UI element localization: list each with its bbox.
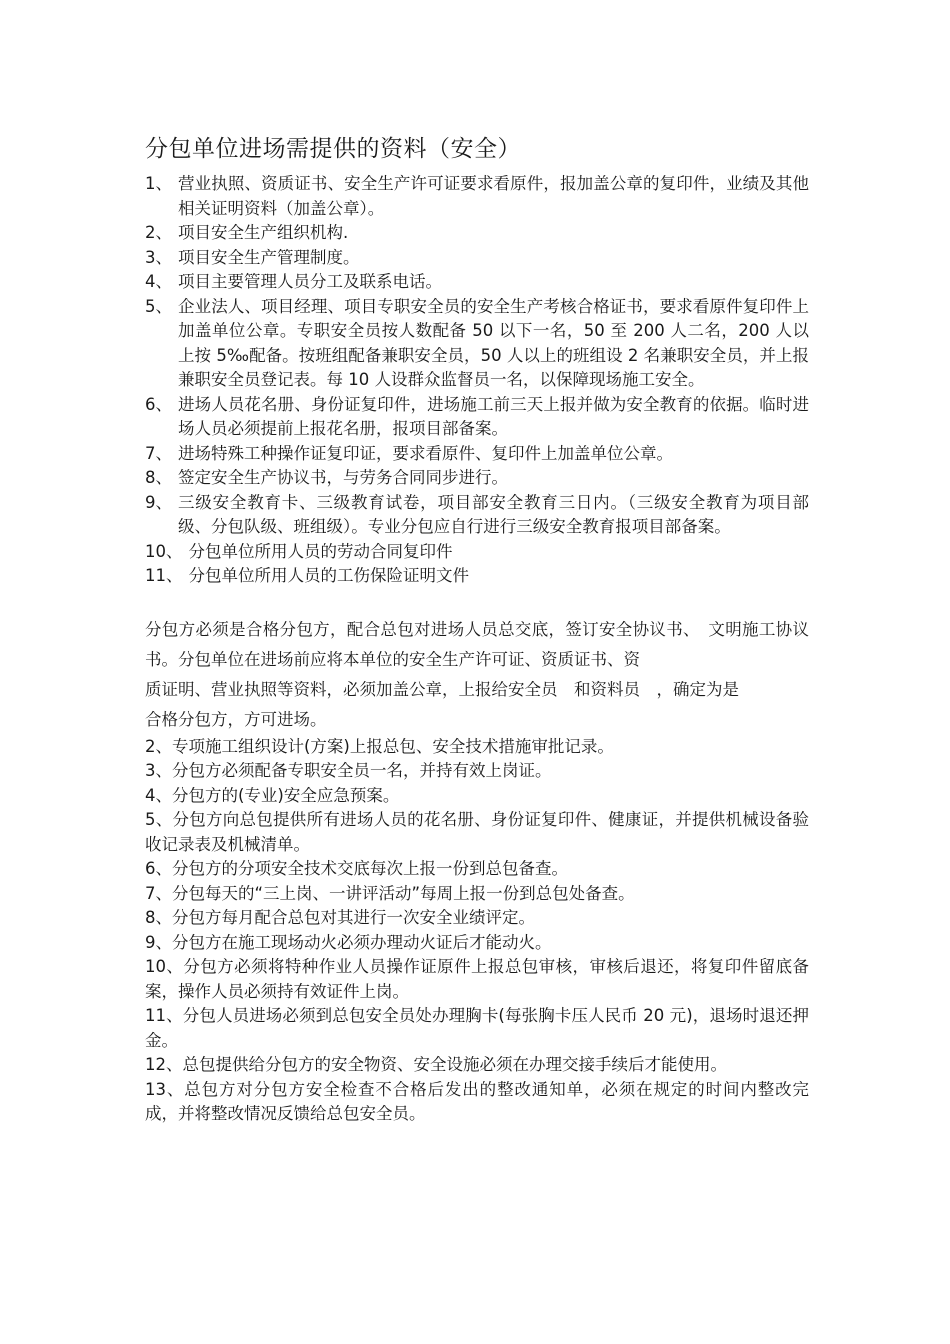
list-item: 4、分包方的(专业)安全应急预案。	[145, 785, 400, 805]
qualification-paragraph	[145, 615, 809, 735]
list-item-text: 项目安全生产管理制度。	[178, 247, 360, 267]
list-item: 11、分包人员进场必须到总包安全员处办理胸卡(每张胸卡压人民币 20 元)，退场时退还押金。	[145, 1006, 809, 1050]
list-item: 3、分包方必须配备专职安全员一名，并持有效上岗证。	[145, 761, 552, 780]
paragraph-line: 质证明、营业执照等资料，必须加盖公章，上报给安全员 和资料员 ，确定为是	[145, 679, 739, 699]
document-title: 分包单位进场需提供的资料（安全）	[145, 136, 521, 162]
list-item-text: 进场人员花名册、身份证复印件，进场施工前三天上报并做为安全教育的依据。临时进场人员必须提前上报花名册，报项目部备案。	[178, 394, 809, 438]
paragraph-line: 合格分包方，方可进场。	[145, 709, 327, 729]
list-item-number: 4、	[145, 272, 172, 291]
list-item-text: 三级安全教育卡、三级教育试卷，项目部安全教育三日内。（三级安全教育为项目部级、分包队级、班组级）。专业分包应自行进行三级安全教育报项目部备案。	[178, 492, 809, 536]
list-item-number: 5、	[145, 296, 172, 316]
list-item-number: 10、	[145, 541, 183, 561]
list-item	[145, 491, 809, 540]
list-item: 8、分包方每月配合总包对其进行一次安全业绩评定。	[145, 908, 535, 927]
list-item-number: 1、	[145, 174, 172, 193]
list-item-text: 分包单位所用人员的劳动合同复印件	[188, 541, 453, 561]
list-item: 10、分包方必须将特种作业人员操作证原件上报总包审核，审核后退还，将复印件留底备案，操作人员必须持有效证件上岗。	[145, 957, 809, 1001]
list-item	[145, 295, 809, 393]
list-item: 7、分包每天的“三上岗、一讲评活动”每周上报一份到总包处备查。	[145, 883, 635, 903]
list-item-text: 项目安全生产组织机构.	[178, 223, 349, 242]
paragraph-line: 分包方必须是合格分包方，配合总包对进场人员总交底，签订安全协议书、 文明施工协议书。分包单位在进场前应将本单位的安全生产许可证、资质证书、资	[145, 619, 809, 669]
list-item	[145, 246, 809, 271]
obligations-list	[145, 735, 809, 1127]
list-item-number: 11、	[145, 566, 183, 585]
list-item	[145, 564, 809, 589]
list-item	[145, 393, 809, 442]
list-item	[145, 540, 809, 565]
list-item-number: 8、	[145, 468, 172, 487]
list-item: 13、总包方对分包方安全检查不合格后发出的整改通知单，必须在规定的时间内整改完成，并将整改情况反馈给总包安全员。	[145, 1079, 809, 1123]
list-item: 12、总包提供给分包方的安全物资、安全设施必须在办理交接手续后才能使用。	[145, 1055, 727, 1074]
document-page	[145, 132, 809, 1127]
list-item-text: 营业执照、资质证书、安全生产许可证要求看原件，报加盖公章的复印件，业绩及其他相关证明资料（加盖公章）。	[178, 174, 809, 218]
list-item: 5、分包方向总包提供所有进场人员的花名册、身份证复印件、健康证，并提供机械设备验收记录表及机械清单。	[145, 810, 809, 854]
list-item: 9、分包方在施工现场动火必须办理动火证后才能动火。	[145, 932, 552, 952]
list-item	[145, 172, 809, 221]
list-item	[145, 442, 809, 467]
list-item-number: 7、	[145, 443, 172, 463]
list-item-text: 分包单位所用人员的工伤保险证明文件	[188, 566, 469, 585]
list-item-text: 进场特殊工种操作证复印证，要求看原件、复印件上加盖单位公章。	[178, 443, 673, 463]
list-item-number: 2、	[145, 223, 172, 242]
list-item-number: 6、	[145, 394, 172, 414]
list-item-text: 签定安全生产协议书，与劳务合同同步进行。	[178, 468, 508, 487]
list-item-text: 企业法人、项目经理、项目专职安全员的安全生产考核合格证书，要求看原件复印件上加盖单位公章。专职安全员按人数配备 50 以下一名，50 至 200 人二名，200 人以上按 5‰配备。按班组配备兼职安全员，50 人以上的班组设 2 名兼职安全员，并上报兼职安全员登记表。每 10 人设群众监督员一名，以保障现场施工安全。	[178, 296, 809, 389]
list-item-number: 3、	[145, 247, 172, 267]
list-item	[145, 270, 809, 295]
list-item-text: 项目主要管理人员分工及联系电话。	[178, 272, 442, 291]
list-item: 2、专项施工组织设计(方案)上报总包、安全技术措施审批记录。	[145, 736, 614, 756]
list-item: 6、分包方的分项安全技术交底每次上报一份到总包备查。	[145, 859, 568, 878]
list-item-number: 9、	[145, 492, 172, 512]
list-item	[145, 466, 809, 491]
requirements-list	[145, 172, 809, 589]
list-item	[145, 221, 809, 246]
